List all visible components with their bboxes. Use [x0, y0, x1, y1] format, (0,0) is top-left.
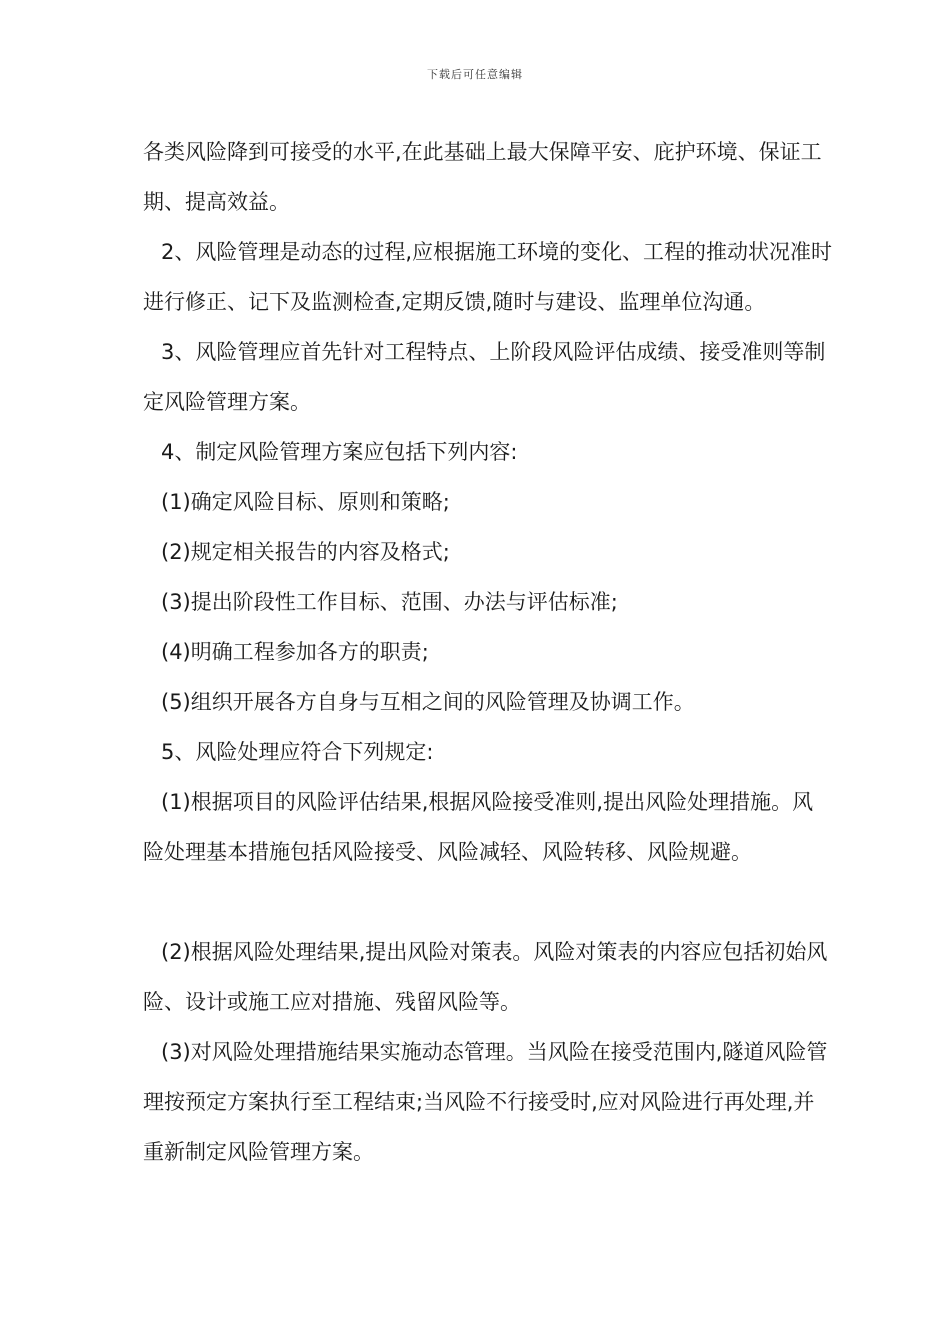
paragraph-3: 3、风险管理应首先针对工程特点、上阶段风险评估成绩、接受准则等制定风险管理方案。 — [143, 340, 826, 414]
paragraph-6: (2)规定相关报告的内容及格式; — [161, 540, 450, 564]
paragraph-8: (4)明确工程参加各方的职责; — [161, 640, 429, 664]
paragraph-10: 5、风险处理应符合下列规定: — [161, 740, 434, 764]
paragraph-9: (5)组织开展各方自身与互相之间的风险管理及协调工作。 — [161, 690, 695, 714]
document-body — [143, 127, 833, 1177]
paragraph-7: (3)提出阶段性工作目标、范围、办法与评估标准; — [161, 590, 618, 614]
paragraph-11: (1)根据项目的风险评估结果,根据风险接受准则,提出风险处理措施。风险处理基本措施包括风险接受、风险减轻、风险转移、风险规避。 — [143, 790, 814, 864]
paragraph-4: 4、制定风险管理方案应包括下列内容: — [161, 440, 518, 464]
paragraph-5: (1)确定风险目标、原则和策略; — [161, 490, 450, 514]
paragraph-gap — [143, 877, 833, 927]
paragraph-12: (2)根据风险处理结果,提出风险对策表。风险对策表的内容应包括初始风险、设计或施工应对措施、残留风险等。 — [143, 940, 828, 1014]
paragraph-13: (3)对风险处理措施结果实施动态管理。当风险在接受范围内,隧道风险管理按预定方案执行至工程结束;当风险不行接受时,应对风险进行再处理,并重新制定风险管理方案。 — [143, 1040, 828, 1164]
paragraph-2: 2、风险管理是动态的过程,应根据施工环境的变化、工程的推动状况准时进行修正、记下及监测检查,定期反馈,随时与建设、监理单位沟通。 — [143, 240, 833, 314]
page-header: 下载后可任意编辑 — [427, 68, 523, 81]
paragraph-1: 各类风险降到可接受的水平,在此基础上最大保障平安、庇护环境、保证工期、提高效益。 — [143, 140, 822, 214]
